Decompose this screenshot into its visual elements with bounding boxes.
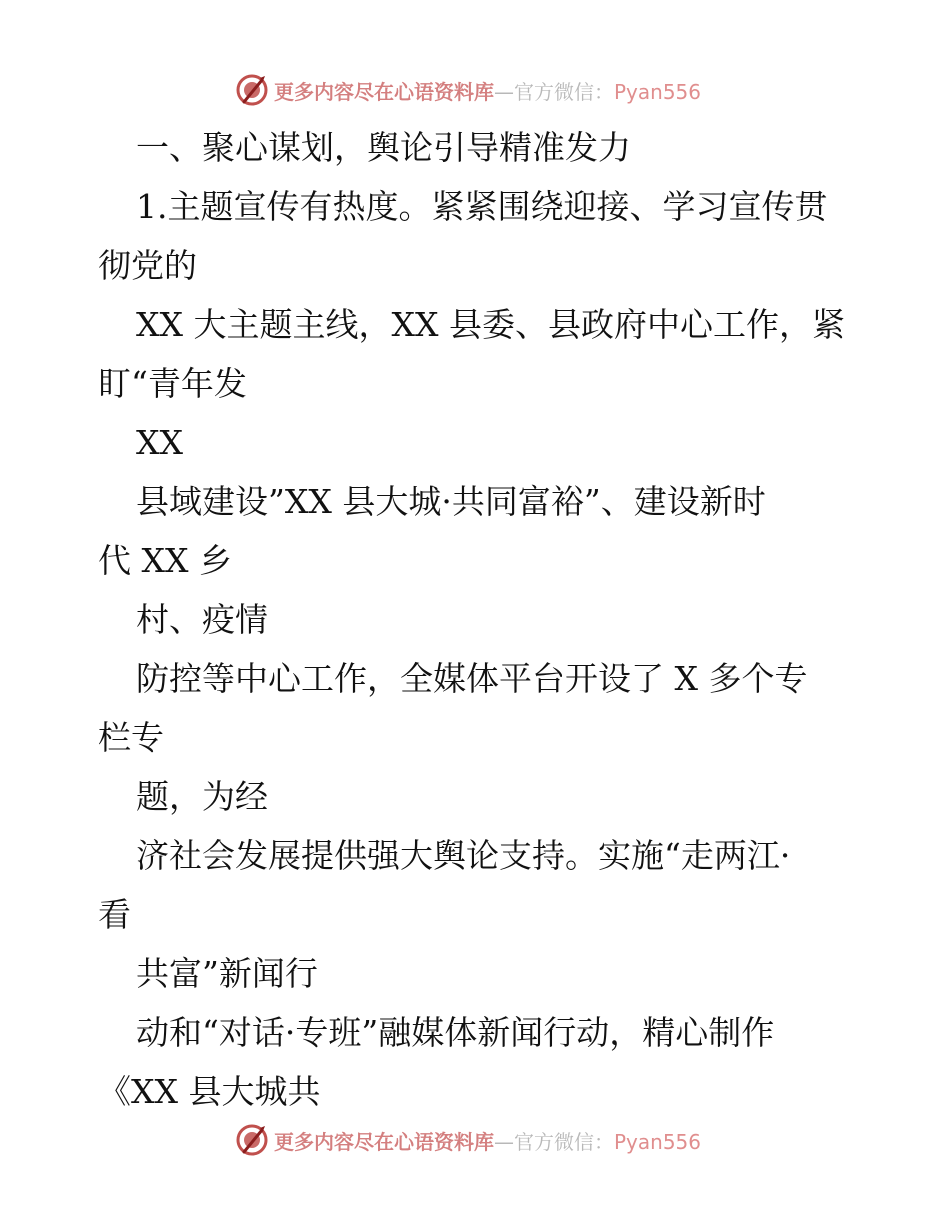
watermark-sub: 官方微信：	[514, 79, 614, 104]
watermark-text	[274, 1126, 701, 1155]
paragraph-line: 彻党的	[98, 246, 197, 285]
header-watermark	[234, 70, 701, 110]
watermark-id: Pyan556	[614, 79, 702, 104]
paragraph-line: XX 大主题主线，XX 县委、县政府中心工作，紧	[136, 305, 845, 344]
paragraph-line: 1.主题宣传有热度。紧紧围绕迎接、学习宣传贯	[136, 187, 828, 226]
paragraph-line: 题，为经	[136, 777, 268, 816]
paragraph-line: 动和“对话·专班”融媒体新闻行动，精心制作	[136, 1013, 775, 1052]
paragraph-line: XX	[136, 423, 183, 462]
pen-logo-icon	[234, 1122, 270, 1158]
paragraph-line: 《XX 县大城共	[98, 1072, 321, 1111]
watermark-dash: —	[494, 79, 514, 104]
paragraph-line: 共富”新闻行	[136, 954, 318, 993]
watermark-dash: —	[494, 1129, 514, 1154]
section-heading: 一、聚心谋划，舆论引导精准发力	[136, 128, 631, 167]
paragraph-line: 看	[98, 895, 131, 934]
pen-logo-icon	[234, 72, 270, 108]
paragraph-line: 栏专	[98, 718, 164, 757]
watermark-sub: 官方微信：	[514, 1129, 614, 1154]
watermark-id: Pyan556	[614, 1129, 702, 1154]
footer-watermark	[234, 1120, 701, 1160]
document-body	[98, 118, 858, 1121]
paragraph-line: 村、疫情	[136, 600, 268, 639]
paragraph-line: 县域建设”XX 县大城·共同富裕”、建设新时	[136, 482, 766, 521]
paragraph-line: 防控等中心工作，全媒体平台开设了 X 多个专	[136, 659, 808, 698]
watermark-main: 更多内容尽在心语资料库	[274, 79, 494, 104]
paragraph-line: 济社会发展提供强大舆论支持。实施“走两江·	[136, 836, 791, 875]
watermark-text	[274, 76, 701, 105]
paragraph-line: 代 XX 乡	[98, 541, 232, 580]
watermark-main: 更多内容尽在心语资料库	[274, 1129, 494, 1154]
paragraph-line: 盯“青年发	[98, 364, 247, 403]
